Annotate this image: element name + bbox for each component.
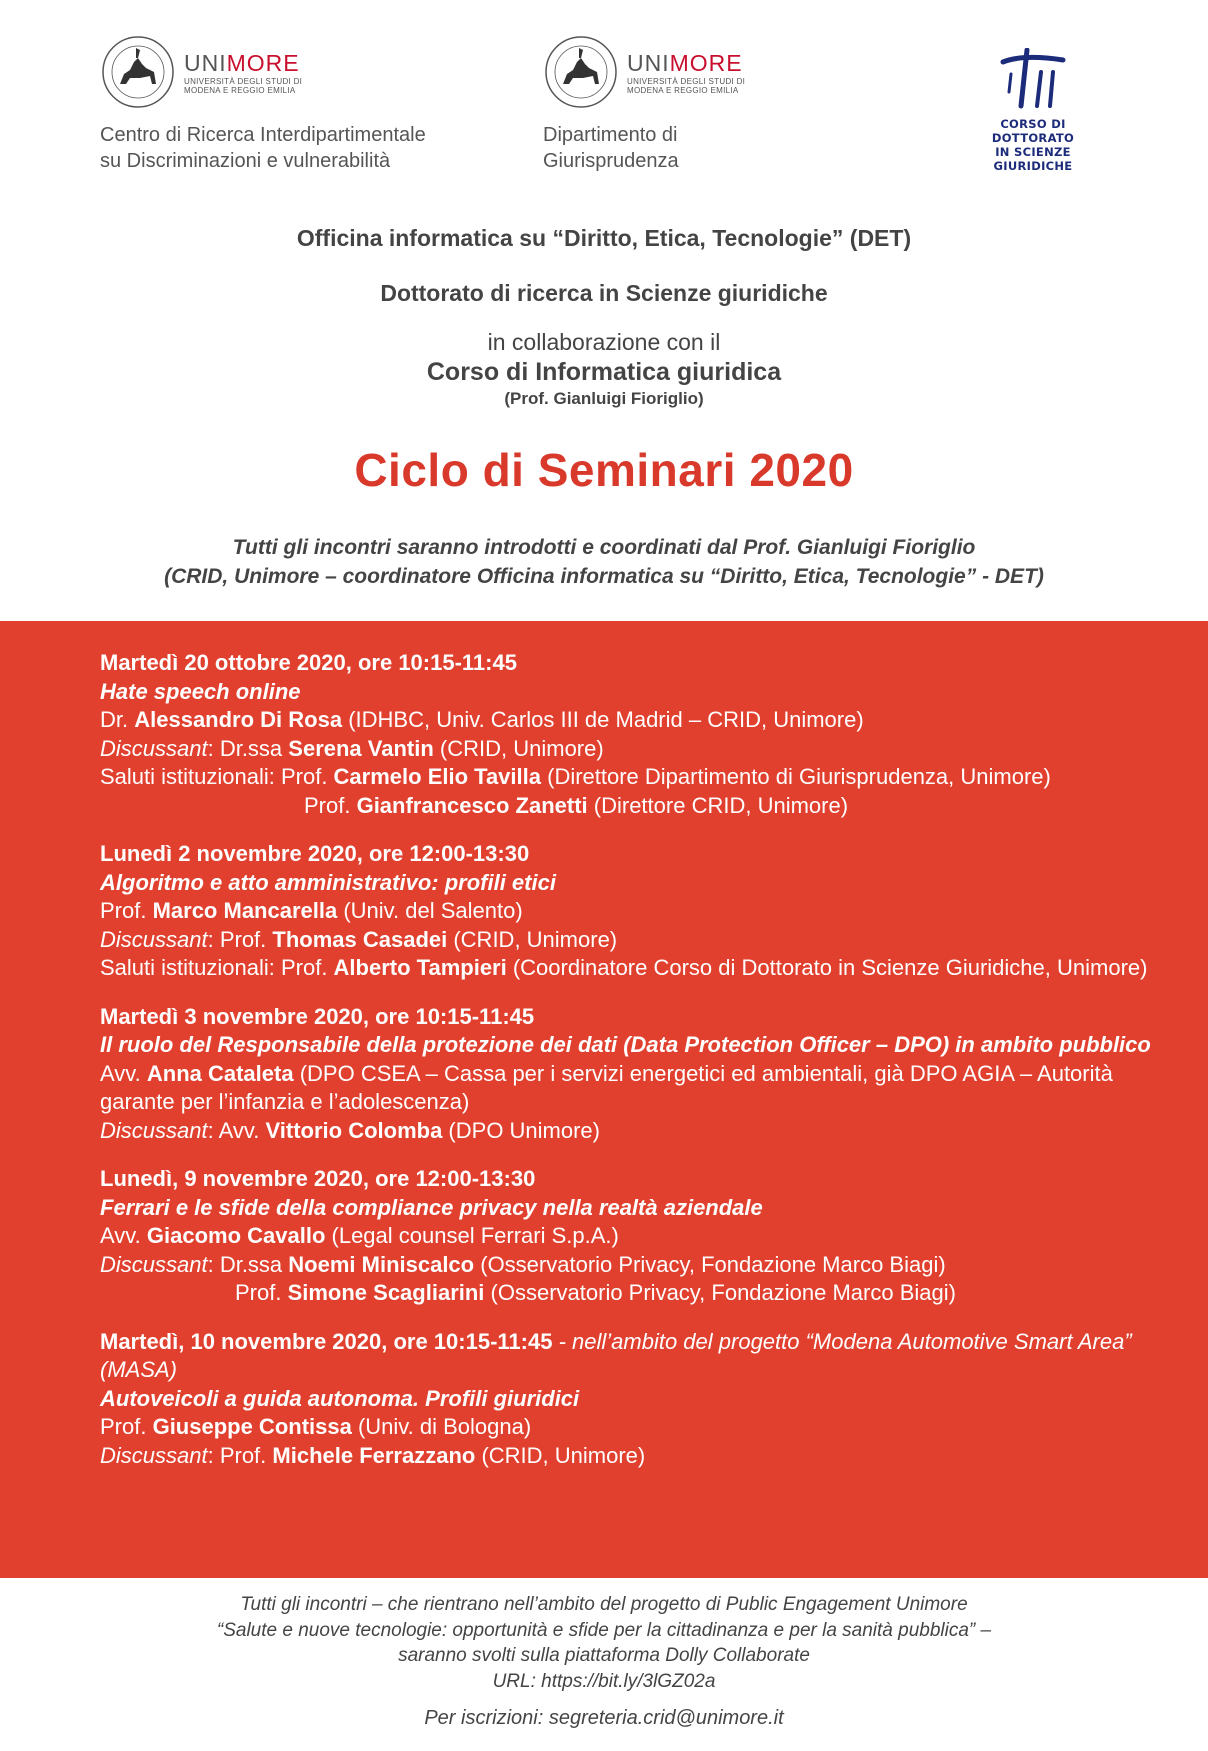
course-professor: (Prof. Gianluigi Fioriglio)	[504, 389, 704, 408]
event-title: Algoritmo e atto amministrativo: profili etici	[100, 869, 556, 895]
dottorato-logo: CORSO DI DOTTORATO IN SCIENZE GIURIDICHE	[958, 48, 1108, 173]
collaboration-text: in collaborazione con il	[487, 329, 721, 355]
seminar-event	[100, 1003, 1178, 1146]
footer-line: “Salute e nuove tecnologie: opportunità e sfide per la cittadinanza e per la sanità pubblica” –	[216, 1619, 992, 1641]
university-seal-icon	[543, 34, 619, 110]
intro-section	[0, 225, 1208, 591]
event-date: Martedì 20 ottobre 2020, ore 10:15-11:45	[100, 650, 517, 675]
footer-line: saranno svolti sulla piattaforma Dolly Collaborate	[398, 1645, 810, 1666]
department-name: Dipartimento di Giurisprudenza	[543, 124, 679, 172]
coordination-note: Tutti gli incontri saranno introdotti e coordinati dal Prof. Gianluigi Fioriglio (CRID, Unimore – coordinatore Officina informatica su “Diritto, Etica, Tecnologie” - DET)	[164, 536, 1044, 588]
event-discussant: Discussant: Dr.ssa Noemi Miniscalco (Osservatorio Privacy, Fondazione Marco Biagi)	[100, 1251, 946, 1277]
registration-email: Per iscrizioni: segreteria.crid@unimore.it	[424, 1707, 784, 1729]
event-greetings: Saluti istituzionali: Prof. Carmelo Elio Tavilla (Direttore Dipartimento di Giurisprudenza, Unimore)	[100, 764, 1051, 789]
seminar-program	[0, 621, 1208, 1578]
event-date: Martedì 3 novembre 2020, ore 10:15-11:45	[100, 1003, 535, 1029]
event-speaker: Prof. Giuseppe Contissa (Univ. di Bologna)	[100, 1414, 532, 1439]
event-discussant: Discussant: Avv. Vittorio Colomba (DPO Unimore)	[100, 1117, 600, 1143]
giurisprudenza-logo: UNIMORE UNIVERSITÀ DEGLI STUDI DI MODENA E REGGIO EMILIA Dipartimento di Giurisprudenza	[543, 34, 745, 174]
event-discussant: Discussant: Prof. Michele Ferrazzano (CRID, Unimore)	[100, 1442, 646, 1468]
course-title: Corso di Informatica giuridica	[426, 358, 782, 386]
event-discussant: Discussant: Prof. Thomas Casadei (CRID, Unimore)	[100, 926, 618, 952]
event-greetings: Prof. Gianfrancesco Zanetti (Direttore CRID, Unimore)	[304, 792, 849, 818]
footer	[0, 1592, 1208, 1732]
page-title: Ciclo di Seminari 2020	[354, 444, 854, 496]
university-seal-icon	[100, 34, 176, 110]
event-speaker: Prof. Marco Mancarella (Univ. del Salento)	[100, 898, 523, 923]
officina-title: Officina informatica su “Diritto, Etica, Tecnologie” (DET)	[296, 225, 912, 251]
event-title: Hate speech online	[100, 678, 301, 704]
seminar-event	[100, 1165, 1178, 1308]
event-speaker: Avv. Anna Cataleta (DPO CSEA – Cassa per i servizi energetici ed ambientali, già DPO AGIA – Autorità garante per l’infanzia e l’adolescenza)	[100, 1060, 1113, 1114]
dottorato-title: Dottorato di ricerca in Scienze giuridiche	[380, 280, 828, 306]
seminar-event	[100, 1328, 1178, 1471]
brand-name: UNIMORE	[184, 49, 300, 76]
event-speaker: Avv. Giacomo Cavallo (Legal counsel Ferrari S.p.A.)	[100, 1223, 619, 1248]
footer-url: URL: https://bit.ly/3lGZ02a	[492, 1670, 716, 1692]
event-discussant: Discussant: Dr.ssa Serena Vantin (CRID, Unimore)	[100, 735, 604, 761]
brand-name: UNIMORE	[627, 49, 743, 76]
header	[0, 0, 1208, 210]
dottorato-emblem-icon	[993, 48, 1073, 112]
event-discussant: Prof. Simone Scagliarini (Osservatorio Privacy, Fondazione Marco Biagi)	[235, 1280, 956, 1305]
footer-line: Tutti gli incontri – che rientrano nell’ambito del progetto di Public Engagement Unimore	[240, 1594, 968, 1615]
crid-logo: UNIMORE UNIVERSITÀ DEGLI STUDI DI MODENA E REGGIO EMILIA Centro di Ricerca Interdipartimentale su Discriminazioni e vulnerabilità	[100, 34, 426, 174]
department-name: Centro di Ricerca Interdipartimentale su Discriminazioni e vulnerabilità	[100, 124, 426, 172]
event-title: Autoveicoli a guida autonoma. Profili giuridici	[100, 1385, 580, 1411]
event-title: Il ruolo del Responsabile della protezione dei dati (Data Protection Officer – DPO) in ambito pubblico	[100, 1032, 1151, 1057]
event-greetings: Saluti istituzionali: Prof. Alberto Tampieri (Coordinatore Corso di Dottorato in Scienze Giuridiche, Unimore)	[100, 955, 1148, 980]
event-date: Martedì, 10 novembre 2020, ore 10:15-11:45 - nell’ambito del progetto “Modena Automotive Smart Area” (MASA)	[100, 1328, 1132, 1382]
event-speaker: Dr. Alessandro Di Rosa (IDHBC, Univ. Carlos III de Madrid – CRID, Unimore)	[100, 707, 864, 732]
seminar-event	[100, 840, 1178, 983]
event-date: Lunedì 2 novembre 2020, ore 12:00-13:30	[100, 841, 530, 866]
seminar-event	[100, 649, 1178, 820]
event-date: Lunedì, 9 novembre 2020, ore 12:00-13:30	[100, 1166, 536, 1191]
event-title: Ferrari e le sfide della compliance privacy nella realtà aziendale	[100, 1194, 763, 1220]
